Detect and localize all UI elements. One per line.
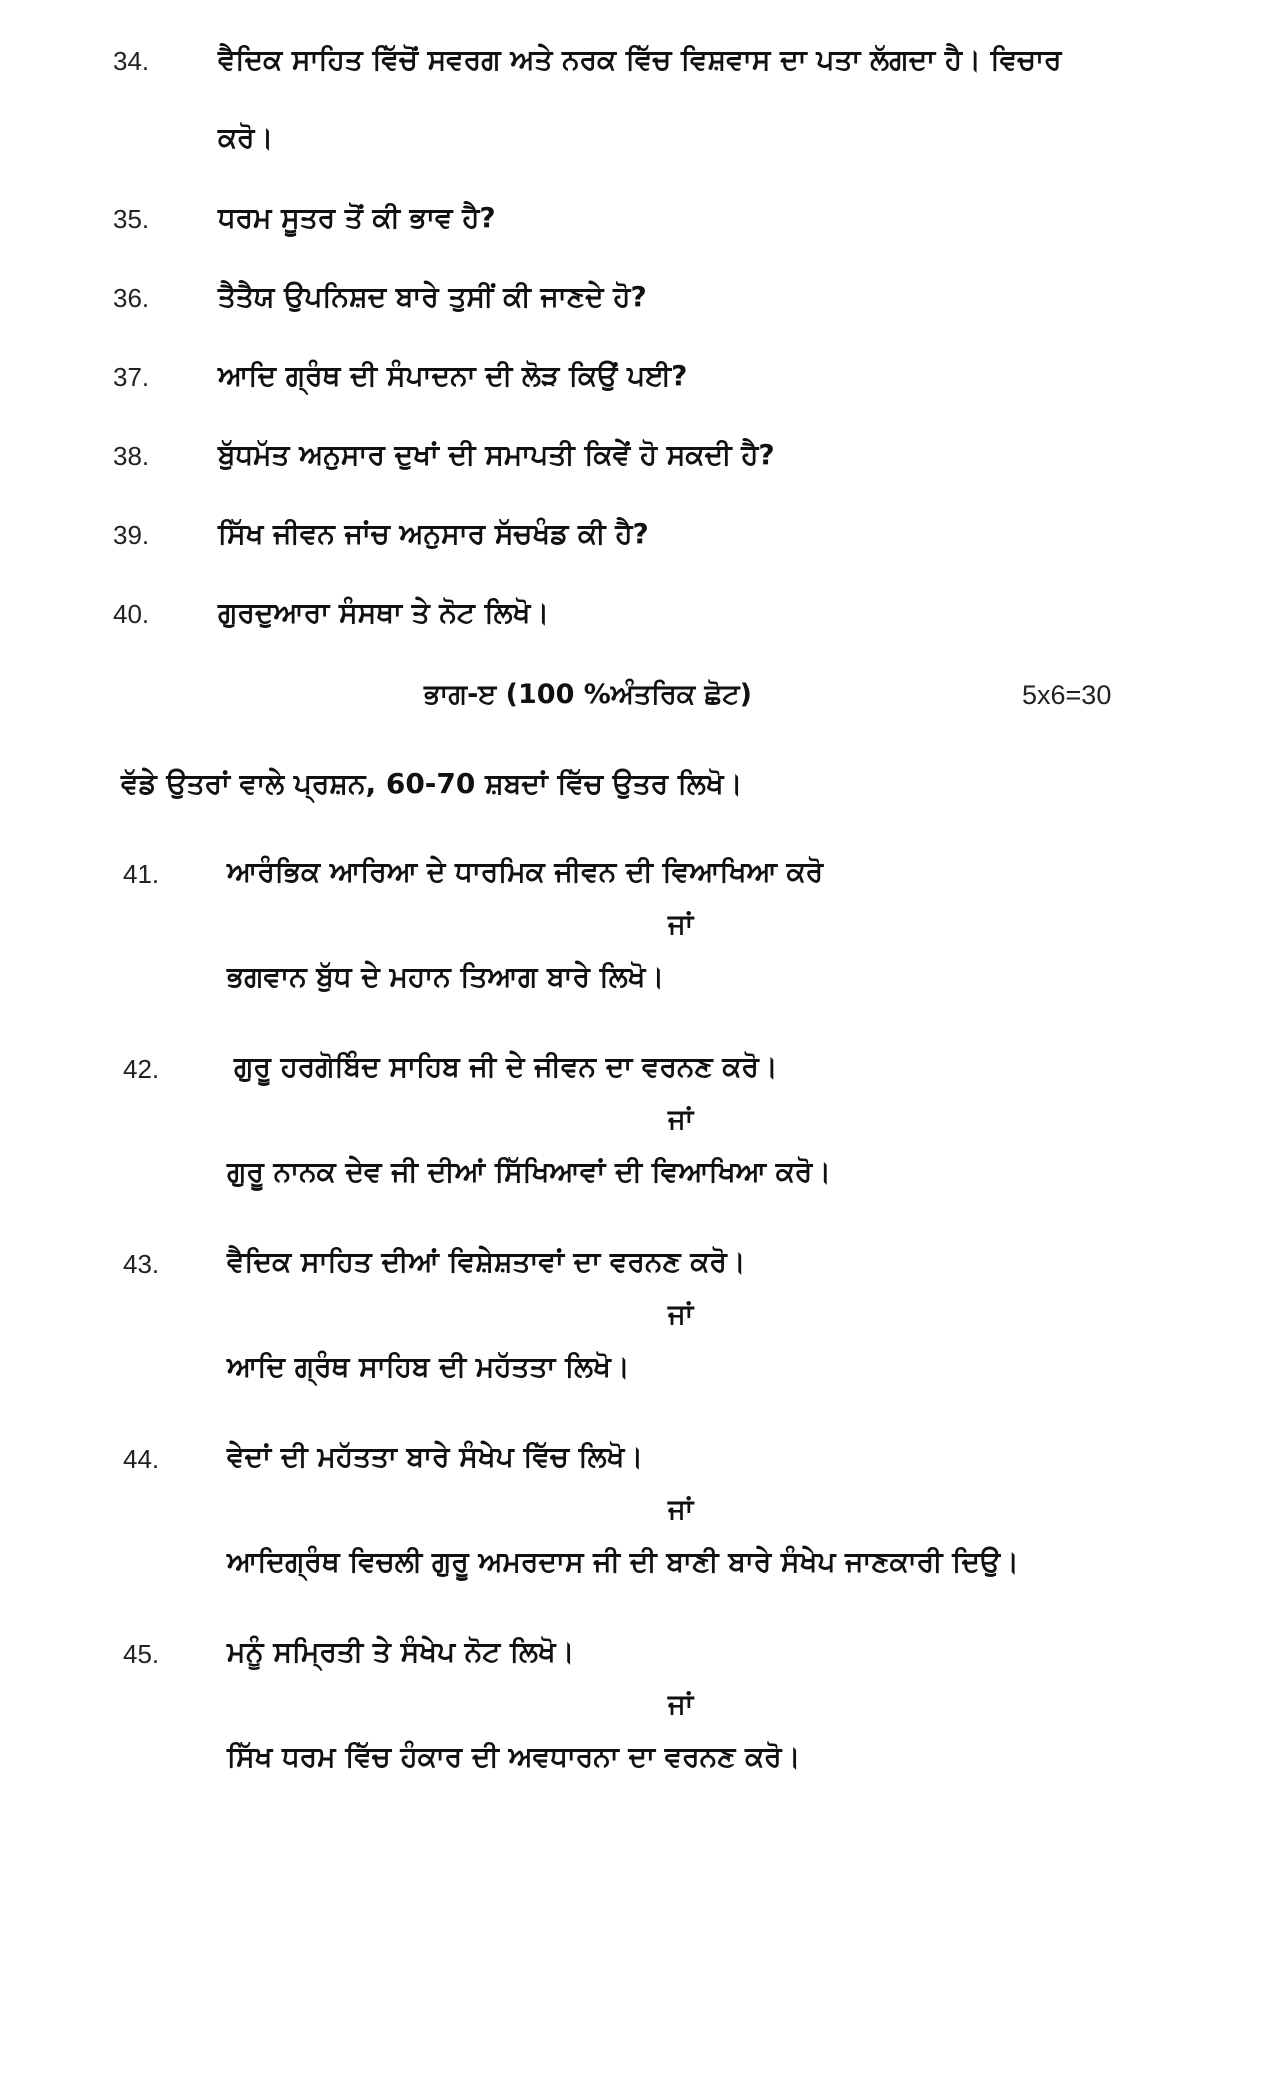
question-option-b: ਆਦਿ ਗ੍ਰੰਥ ਸਾਹਿਬ ਦੀ ਮਹੱਤਤਾ ਲਿਖੋ। bbox=[227, 1350, 630, 1383]
section-marks: 5x6=30 bbox=[1022, 680, 1112, 710]
question-text: ਬੁੱਧਮੱਤ ਅਨੁਸਾਰ ਦੁਖਾਂ ਦੀ ਸਮਾਪਤੀ ਕਿਵੇਂ ਹੋ ਸਕਦੀ ਹੈ? bbox=[218, 438, 775, 471]
or-separator: ਜਾਂ bbox=[668, 1299, 694, 1330]
question-number: 40. bbox=[113, 599, 150, 629]
question-number: 42. bbox=[123, 1054, 160, 1084]
question-text: ਆਦਿ ਗ੍ਰੰਥ ਦੀ ਸੰਪਾਦਨਾ ਦੀ ਲੋੜ ਕਿਉਂ ਪਈ? bbox=[218, 359, 688, 392]
question-option-a: ਗੁਰੂ ਹਰਗੋਬਿੰਦ ਸਾਹਿਬ ਜੀ ਦੇ ਜੀਵਨ ਦਾ ਵਰਨਣ ਕਰੋ। bbox=[234, 1050, 778, 1083]
or-separator: ਜਾਂ bbox=[668, 1689, 694, 1720]
section-instruction: ਵੱਡੇ ਉਤਰਾਂ ਵਾਲੇ ਪ੍ਰਸ਼ਨ, 60-70 ਸ਼ਬਦਾਂ ਵਿੱਚ ਉਤਰ ਲਿਖੋ। bbox=[121, 767, 743, 800]
question-option-a: ਵੇਦਾਂ ਦੀ ਮਹੱਤਤਾ ਬਾਰੇ ਸੰਖੇਪ ਵਿੱਚ ਲਿਖੋ। bbox=[227, 1440, 644, 1473]
question-text: ਸਿੱਖ ਜੀਵਨ ਜਾਂਚ ਅਨੁਸਾਰ ਸੱਚਖੰਡ ਕੀ ਹੈ? bbox=[218, 517, 649, 550]
or-separator: ਜਾਂ bbox=[668, 909, 694, 940]
or-separator: ਜਾਂ bbox=[668, 1494, 694, 1525]
question-number: 45. bbox=[123, 1639, 160, 1669]
question-number: 34. bbox=[113, 46, 150, 76]
question-option-b: ਸਿੱਖ ਧਰਮ ਵਿੱਚ ਹੰਕਾਰ ਦੀ ਅਵਧਾਰਨਾ ਦਾ ਵਰਨਣ ਕਰੋ। bbox=[227, 1740, 801, 1773]
question-number: 36. bbox=[113, 283, 150, 313]
question-option-b: ਭਗਵਾਨ ਬੁੱਧ ਦੇ ਮਹਾਨ ਤਿਆਗ ਬਾਰੇ ਲਿਖੋ। bbox=[227, 960, 665, 993]
question-number: 37. bbox=[113, 362, 150, 392]
question-text: ਤੈਤੈਯ ਉਪਨਿਸ਼ਦ ਬਾਰੇ ਤੁਸੀਂ ਕੀ ਜਾਣਦੇ ਹੋ? bbox=[218, 280, 647, 313]
question-number: 35. bbox=[113, 204, 150, 234]
question-option-b: ਆਦਿਗ੍ਰੰਥ ਵਿਚਲੀ ਗੁਰੂ ਅਮਰਦਾਸ ਜੀ ਦੀ ਬਾਣੀ ਬਾਰੇ ਸੰਖੇਪ ਜਾਣਕਾਰੀ ਦਿਉ। bbox=[227, 1545, 1019, 1578]
question-number: 43. bbox=[123, 1249, 160, 1279]
question-number: 41. bbox=[123, 859, 160, 889]
or-separator: ਜਾਂ bbox=[668, 1104, 694, 1135]
question-text: ਧਰਮ ਸੂਤਰ ਤੋਂ ਕੀ ਭਾਵ ਹੈ? bbox=[218, 201, 496, 234]
question-number: 38. bbox=[113, 441, 150, 471]
question-option-b: ਗੁਰੂ ਨਾਨਕ ਦੇਵ ਜੀ ਦੀਆਂ ਸਿੱਖਿਆਵਾਂ ਦੀ ਵਿਆਖਿਆ ਕਰੋ। bbox=[227, 1155, 832, 1188]
question-text: ਵੈਦਿਕ ਸਾਹਿਤ ਵਿੱਚੋਂ ਸਵਰਗ ਅਤੇ ਨਰਕ ਵਿੱਚ ਵਿਸ਼ਵਾਸ ਦਾ ਪਤਾ ਲੱਗਦਾ ਹੈ। ਵਿਚਾਰ bbox=[218, 43, 1062, 76]
question-number: 39. bbox=[113, 520, 150, 550]
question-option-a: ਵੈਦਿਕ ਸਾਹਿਤ ਦੀਆਂ ਵਿਸ਼ੇਸ਼ਤਾਵਾਂ ਦਾ ਵਰਨਣ ਕਰੋ। bbox=[227, 1245, 746, 1278]
question-text: ਗੁਰਦੁਆਰਾ ਸੰਸਥਾ ਤੇ ਨੋਟ ਲਿਖੋ। bbox=[218, 596, 550, 629]
question-option-a: ਮਨੂੰ ਸਮ੍ਰਿਤੀ ਤੇ ਸੰਖੇਪ ਨੋਟ ਲਿਖੋ। bbox=[227, 1635, 575, 1668]
question-text-continued: ਕਰੋ। bbox=[218, 121, 274, 154]
section-heading: ਭਾਗ-ੲ (100 %ਅੰਤਰਿਕ ਛੋਟ) bbox=[424, 679, 752, 710]
question-option-a: ਆਰੰਭਿਕ ਆਰਿਆ ਦੇ ਧਾਰਮਿਕ ਜੀਵਨ ਦੀ ਵਿਆਖਿਆ ਕਰੋ bbox=[227, 855, 824, 888]
question-number: 44. bbox=[123, 1444, 160, 1474]
